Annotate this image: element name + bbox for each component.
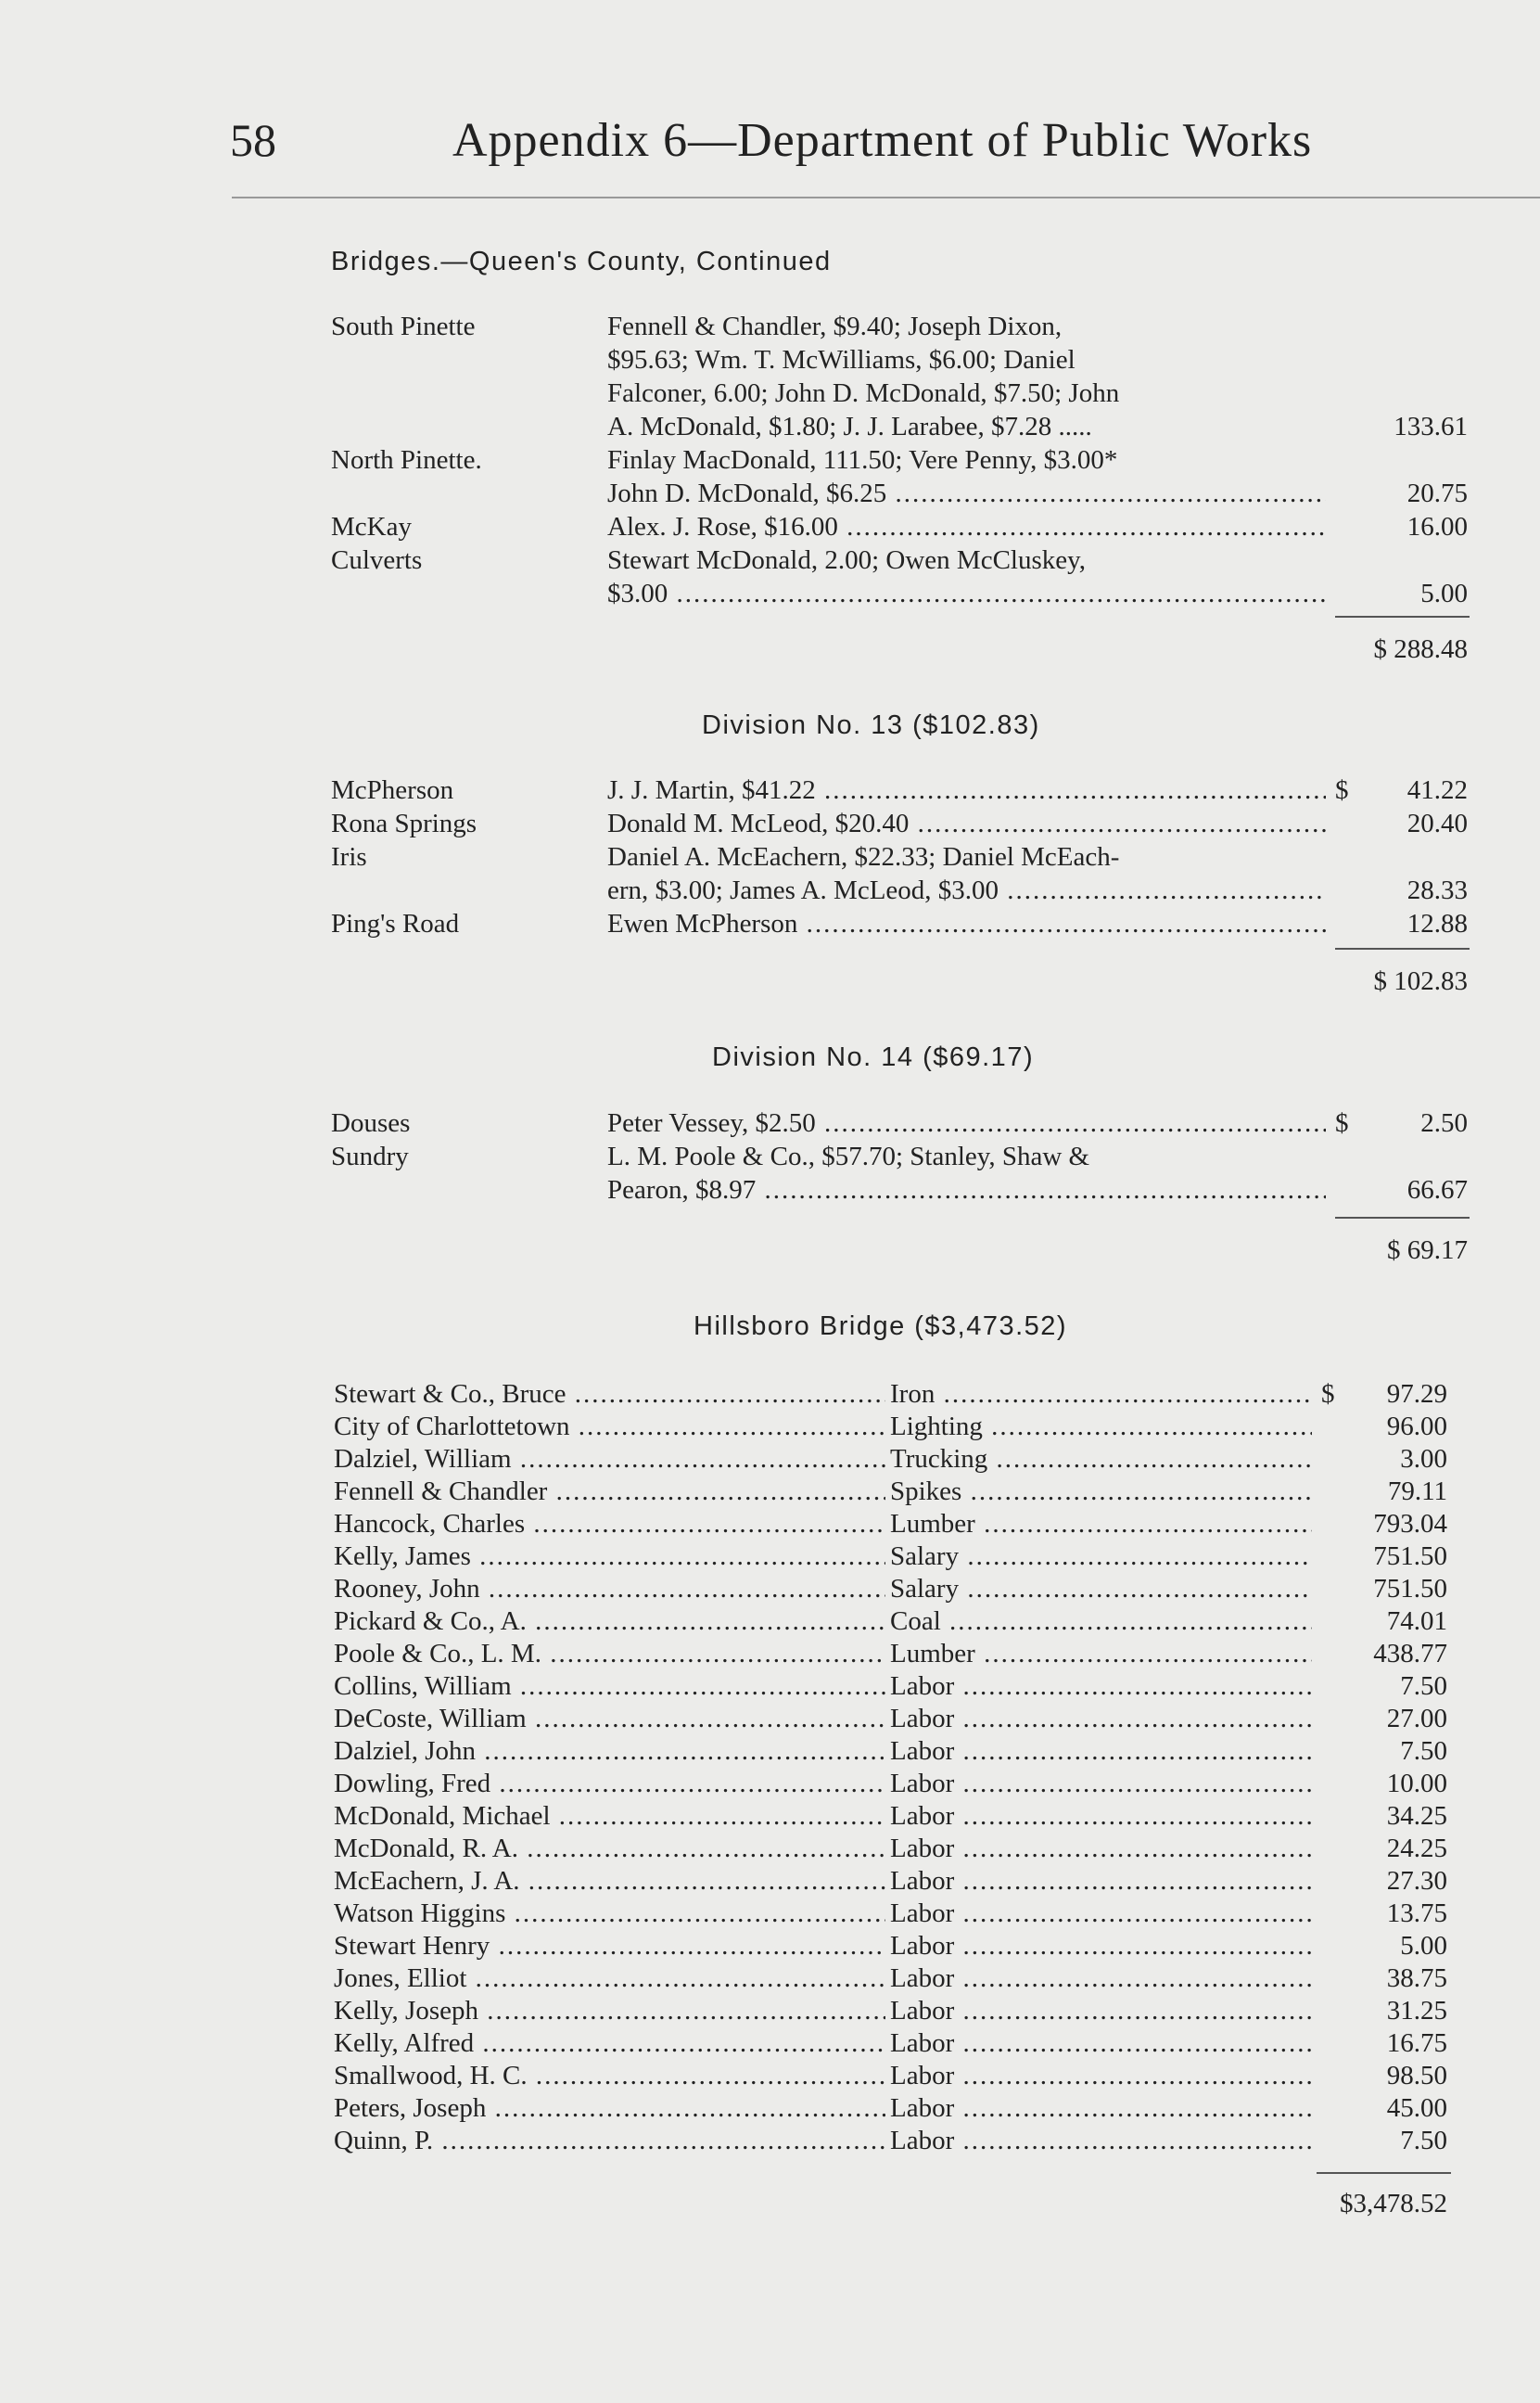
entry-amount: 31.25 bbox=[1386, 1996, 1447, 2026]
div13-line bbox=[0, 874, 1540, 907]
location-label: Douses bbox=[331, 1108, 411, 1138]
payee-name: McEachern, J. A. ..... bbox=[334, 1864, 885, 1898]
section-total-div13: $ 102.83 bbox=[1373, 966, 1468, 996]
queens-line bbox=[0, 510, 1540, 543]
table-row bbox=[0, 1604, 1540, 1638]
header-rule bbox=[232, 197, 1540, 198]
dollar-sign: $ bbox=[1335, 775, 1349, 805]
queens-line bbox=[0, 577, 1540, 610]
expense-item: Labor ..... bbox=[890, 1799, 1312, 1833]
entry-amount: 751.50 bbox=[1373, 1574, 1447, 1604]
expense-item: Iron ..... bbox=[890, 1377, 1312, 1411]
div14-line bbox=[0, 1140, 1540, 1173]
table-row bbox=[0, 1962, 1540, 1995]
entry-amount: 3.00 bbox=[1400, 1444, 1447, 1474]
section-heading-div13: Division No. 13 ($102.83) bbox=[702, 710, 1040, 740]
dollar-sign: $ bbox=[1335, 1108, 1349, 1138]
subtotal-rule bbox=[1335, 1217, 1470, 1219]
entry-amount: 20.75 bbox=[1406, 479, 1468, 508]
entry-amount: 5.00 bbox=[1400, 1931, 1447, 1961]
table-row bbox=[0, 2124, 1540, 2157]
entry-amount: 438.77 bbox=[1373, 1639, 1447, 1668]
expense-item: Lumber ..... bbox=[890, 1507, 1312, 1540]
table-row bbox=[0, 2026, 1540, 2060]
entry-amount: 66.67 bbox=[1406, 1175, 1468, 1205]
entry-description: Ewen McPherson ..... bbox=[607, 907, 1326, 940]
entry-amount: 16.00 bbox=[1406, 512, 1468, 542]
table-row bbox=[0, 1637, 1540, 1670]
expense-item: Salary ..... bbox=[890, 1540, 1312, 1573]
payee-name: Rooney, John ..... bbox=[334, 1572, 885, 1605]
expense-item: Labor ..... bbox=[890, 1702, 1312, 1735]
entry-amount: 98.50 bbox=[1386, 2061, 1447, 2090]
queens-line bbox=[0, 477, 1540, 510]
entry-amount: 24.25 bbox=[1386, 1834, 1447, 1863]
location-label: Ping's Road bbox=[331, 909, 460, 939]
table-row bbox=[0, 1475, 1540, 1508]
div13-line bbox=[0, 807, 1540, 840]
expense-item: Labor ..... bbox=[890, 1897, 1312, 1930]
payee-name: Watson Higgins ..... bbox=[334, 1897, 885, 1930]
entry-amount: 27.00 bbox=[1386, 1704, 1447, 1733]
expense-item: Labor ..... bbox=[890, 1734, 1312, 1768]
location-label: Rona Springs bbox=[331, 809, 477, 838]
payee-name: Kelly, Joseph ..... bbox=[334, 1994, 885, 2027]
entry-description: $3.00 ..... bbox=[607, 577, 1326, 610]
table-row bbox=[0, 2059, 1540, 2092]
page-number: 58 bbox=[230, 114, 276, 166]
table-row bbox=[0, 1767, 1540, 1800]
expense-item: Labor ..... bbox=[890, 2124, 1312, 2157]
entry-amount: 7.50 bbox=[1400, 1736, 1447, 1766]
expense-item: Lumber ..... bbox=[890, 1637, 1312, 1670]
table-row bbox=[0, 1442, 1540, 1476]
entry-amount: 41.22 bbox=[1406, 775, 1468, 805]
entry-amount: 2.50 bbox=[1420, 1108, 1468, 1138]
div13-line bbox=[0, 840, 1540, 874]
entry-description: ern, $3.00; James A. McLeod, $3.00 ..... bbox=[607, 874, 1326, 907]
payee-name: Smallwood, H. C. ..... bbox=[334, 2059, 885, 2092]
entry-amount: 16.75 bbox=[1386, 2028, 1447, 2058]
entry-amount: 96.00 bbox=[1386, 1412, 1447, 1441]
expense-item: Lighting ..... bbox=[890, 1410, 1312, 1443]
expense-item: Labor ..... bbox=[890, 2026, 1312, 2060]
table-row bbox=[0, 1702, 1540, 1735]
table-row bbox=[0, 2091, 1540, 2125]
table-row bbox=[0, 1410, 1540, 1443]
entry-amount: 97.29 bbox=[1386, 1379, 1447, 1409]
entry-description: $95.63; Wm. T. McWilliams, $6.00; Daniel bbox=[607, 345, 1075, 375]
entry-description: L. M. Poole & Co., $57.70; Stanley, Shaw & bbox=[607, 1142, 1090, 1171]
queens-line bbox=[0, 443, 1540, 477]
location-label: Iris bbox=[331, 842, 367, 872]
payee-name: Peters, Joseph ..... bbox=[334, 2091, 885, 2125]
payee-name: Kelly, James ..... bbox=[334, 1540, 885, 1573]
expense-item: Spikes ..... bbox=[890, 1475, 1312, 1508]
expense-item: Coal ..... bbox=[890, 1604, 1312, 1638]
subtotal-rule bbox=[1317, 2172, 1451, 2174]
payee-name: McDonald, Michael ..... bbox=[334, 1799, 885, 1833]
location-label: Culverts bbox=[331, 545, 423, 575]
queens-line bbox=[0, 377, 1540, 410]
payee-name: Dalziel, John ..... bbox=[334, 1734, 885, 1768]
payee-name: Hancock, Charles ..... bbox=[334, 1507, 885, 1540]
table-row bbox=[0, 1377, 1540, 1411]
payee-name: Collins, William ..... bbox=[334, 1669, 885, 1703]
expense-item: Labor ..... bbox=[890, 1929, 1312, 1962]
entry-amount: 27.30 bbox=[1386, 1866, 1447, 1896]
entry-description: Donald M. McLeod, $20.40 ..... bbox=[607, 807, 1326, 840]
location-label: South Pinette bbox=[331, 312, 476, 341]
entry-amount: 10.00 bbox=[1386, 1769, 1447, 1798]
entry-description: Fennell & Chandler, $9.40; Joseph Dixon, bbox=[607, 312, 1063, 341]
table-row bbox=[0, 1897, 1540, 1930]
expense-item: Labor ..... bbox=[890, 1994, 1312, 2027]
table-row bbox=[0, 1832, 1540, 1865]
entry-amount: 5.00 bbox=[1420, 579, 1468, 608]
expense-item: Labor ..... bbox=[890, 1832, 1312, 1865]
entry-amount: 793.04 bbox=[1373, 1509, 1447, 1539]
entry-amount: 20.40 bbox=[1406, 809, 1468, 838]
div14-line bbox=[0, 1173, 1540, 1207]
entry-description: Finlay MacDonald, 111.50; Vere Penny, $3.00* bbox=[607, 445, 1118, 475]
entry-amount: 79.11 bbox=[1387, 1476, 1447, 1506]
table-row bbox=[0, 1507, 1540, 1540]
queens-line bbox=[0, 543, 1540, 577]
table-row bbox=[0, 1929, 1540, 1962]
expense-item: Labor ..... bbox=[890, 1767, 1312, 1800]
entry-description: John D. McDonald, $6.25 ..... bbox=[607, 477, 1326, 510]
entry-amount: 7.50 bbox=[1400, 2126, 1447, 2155]
table-row bbox=[0, 1994, 1540, 2027]
expense-item: Salary ..... bbox=[890, 1572, 1312, 1605]
subtotal-rule bbox=[1335, 616, 1470, 618]
entry-amount: 34.25 bbox=[1386, 1801, 1447, 1831]
table-row bbox=[0, 1734, 1540, 1768]
expense-item: Labor ..... bbox=[890, 1864, 1312, 1898]
section-total-hillsboro: $3,478.52 bbox=[1340, 2189, 1447, 2218]
entry-description: J. J. Martin, $41.22 ..... bbox=[607, 773, 1326, 807]
entry-description: Falconer, 6.00; John D. McDonald, $7.50; John bbox=[607, 378, 1120, 408]
entry-amount: 751.50 bbox=[1373, 1541, 1447, 1571]
payee-name: Dalziel, William ..... bbox=[334, 1442, 885, 1476]
table-row bbox=[0, 1799, 1540, 1833]
div14-line bbox=[0, 1106, 1540, 1140]
payee-name: Jones, Elliot ..... bbox=[334, 1962, 885, 1995]
expense-item: Labor ..... bbox=[890, 2091, 1312, 2125]
payee-name: City of Charlottetown ..... bbox=[334, 1410, 885, 1443]
entry-amount: 7.50 bbox=[1400, 1671, 1447, 1701]
table-row bbox=[0, 1864, 1540, 1898]
payee-name: Stewart & Co., Bruce ..... bbox=[334, 1377, 885, 1411]
payee-name: Poole & Co., L. M. ..... bbox=[334, 1637, 885, 1670]
section-heading-div14: Division No. 14 ($69.17) bbox=[712, 1042, 1035, 1072]
section-heading-hillsboro: Hillsboro Bridge ($3,473.52) bbox=[694, 1311, 1068, 1341]
entry-description: Alex. J. Rose, $16.00 ..... bbox=[607, 510, 1326, 543]
queens-line bbox=[0, 410, 1540, 443]
section-heading-queens: Bridges.—Queen's County, Continued bbox=[331, 247, 832, 276]
entry-description: Daniel A. McEachern, $22.33; Daniel McEach- bbox=[607, 842, 1120, 872]
entry-description: A. McDonald, $1.80; J. J. Larabee, $7.28 ..... bbox=[607, 412, 1092, 441]
queens-line bbox=[0, 343, 1540, 377]
entry-description: Peter Vessey, $2.50 ..... bbox=[607, 1106, 1326, 1140]
expense-item: Labor ..... bbox=[890, 1962, 1312, 1995]
entry-amount: 12.88 bbox=[1406, 909, 1468, 939]
entry-description: Stewart McDonald, 2.00; Owen McCluskey, bbox=[607, 545, 1087, 575]
page-title: Appendix 6—Department of Public Works bbox=[452, 114, 1313, 167]
expense-item: Trucking ..... bbox=[890, 1442, 1312, 1476]
subtotal-rule bbox=[1335, 948, 1470, 950]
queens-line bbox=[0, 310, 1540, 343]
expense-item: Labor ..... bbox=[890, 2059, 1312, 2092]
entry-amount: 133.61 bbox=[1394, 412, 1468, 441]
section-total-queens: $ 288.48 bbox=[1373, 634, 1468, 664]
expense-item: Labor ..... bbox=[890, 1669, 1312, 1703]
payee-name: McDonald, R. A. ..... bbox=[334, 1832, 885, 1865]
div13-line bbox=[0, 907, 1540, 940]
dollar-sign: $ bbox=[1321, 1379, 1335, 1409]
payee-name: Dowling, Fred ..... bbox=[334, 1767, 885, 1800]
payee-name: Quinn, P. ..... bbox=[334, 2124, 885, 2157]
table-row bbox=[0, 1540, 1540, 1573]
entry-amount: 38.75 bbox=[1386, 1963, 1447, 1993]
entry-amount: 45.00 bbox=[1386, 2093, 1447, 2123]
entry-description: Pearon, $8.97 ..... bbox=[607, 1173, 1326, 1207]
entry-amount: 13.75 bbox=[1386, 1898, 1447, 1928]
table-row bbox=[0, 1572, 1540, 1605]
payee-name: Kelly, Alfred ..... bbox=[334, 2026, 885, 2060]
div13-line bbox=[0, 773, 1540, 807]
entry-amount: 74.01 bbox=[1386, 1606, 1447, 1636]
payee-name: Fennell & Chandler ..... bbox=[334, 1475, 885, 1508]
payee-name: Stewart Henry ..... bbox=[334, 1929, 885, 1962]
location-label: Sundry bbox=[331, 1142, 409, 1171]
location-label: McPherson bbox=[331, 775, 454, 805]
location-label: North Pinette. bbox=[331, 445, 482, 475]
payee-name: DeCoste, William ..... bbox=[334, 1702, 885, 1735]
payee-name: Pickard & Co., A. ..... bbox=[334, 1604, 885, 1638]
entry-amount: 28.33 bbox=[1406, 876, 1468, 905]
table-row bbox=[0, 1669, 1540, 1703]
location-label: McKay bbox=[331, 512, 412, 542]
section-total-div14: $ 69.17 bbox=[1387, 1235, 1468, 1265]
